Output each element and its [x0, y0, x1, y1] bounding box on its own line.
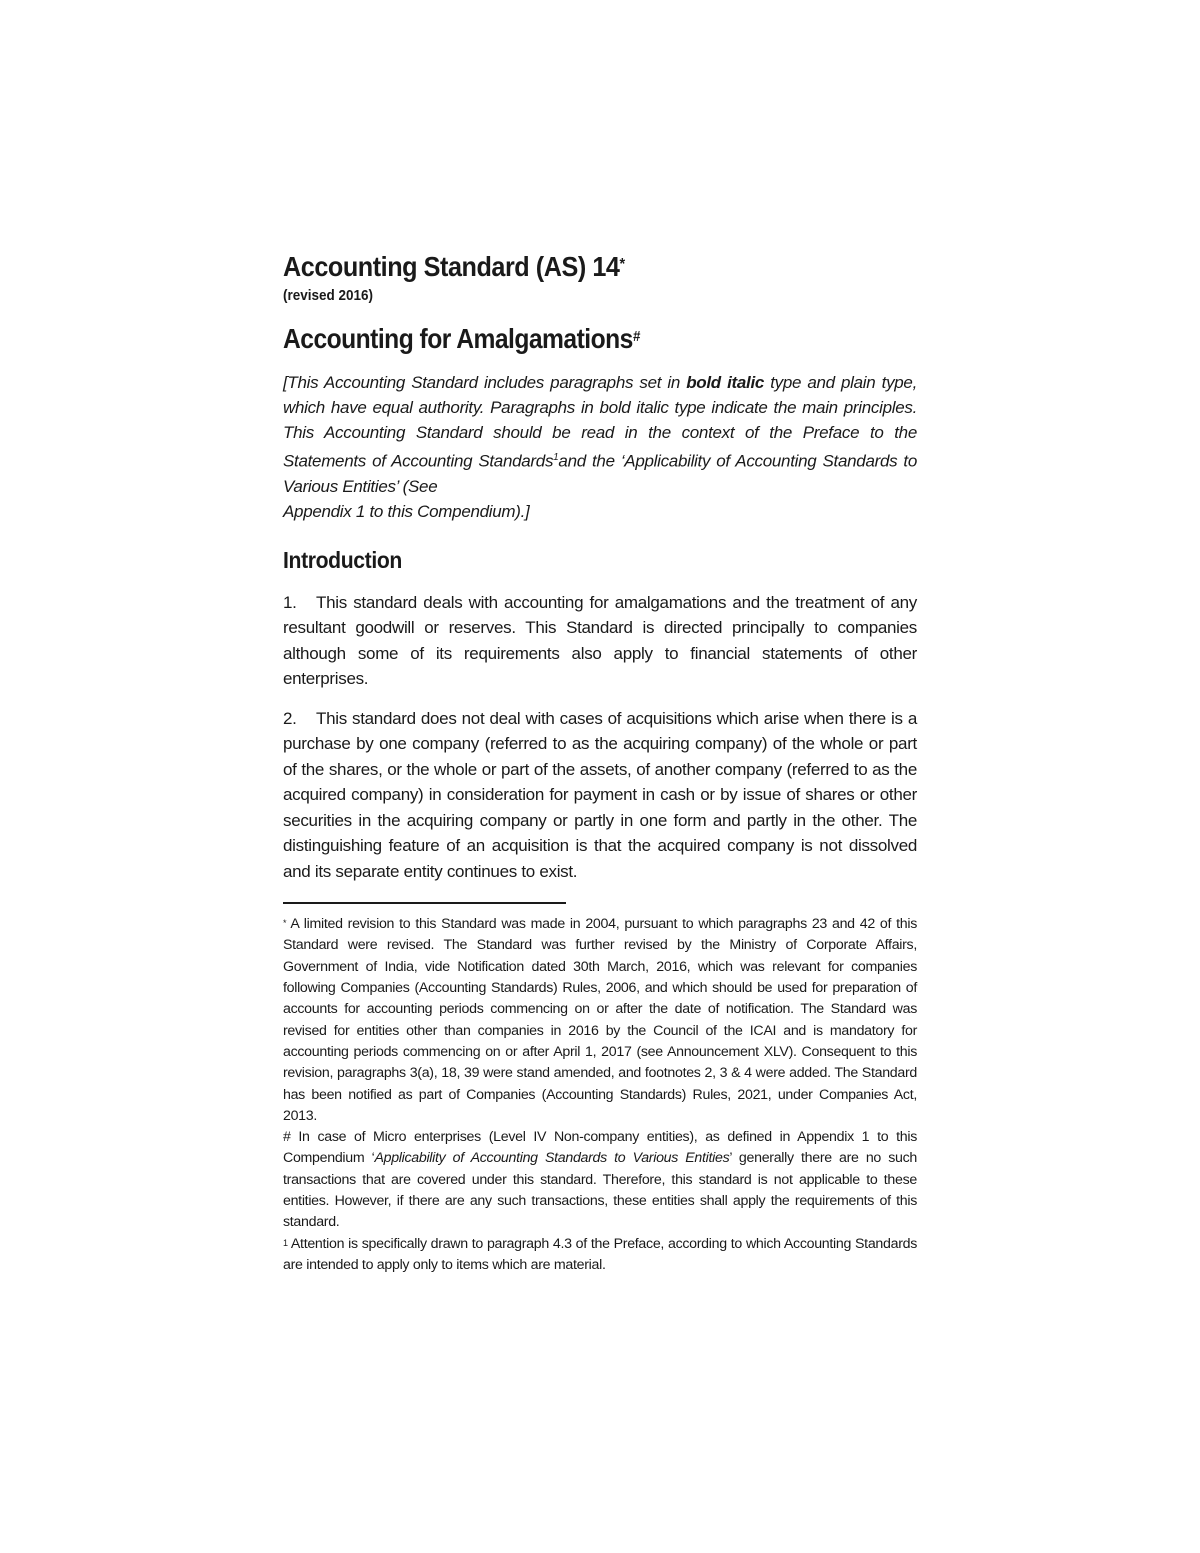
footnote-text: A limited revision to this Standard was made in 2004, pursuant to which paragraphs 23 and 42 of this Standard were revised. The Standard was further revised by the Ministry of Corporate Affairs, Government of India, vide Notification dated 30th March, 2016, which was relevant for companies following Companies (Accounting Standards) Rules, 2006, and which should be used for preparation of accounts for accounting periods commencing on or after the date of notification. The Standard was revised for entities other than companies in 2016 by the Council of the ICAI and is mandatory for accounting periods commencing on or after April 1, 2017 (see Announcement XLV). Consequent to this revision, paragraphs 3(a), 18, 39 were stand amended, and footnotes 2, 3 & 4 were added. The Standard has been notified as part of Companies (Accounting Standards) Rules, 2021, under Companies Act, 2013. [283, 916, 917, 1124]
intro-note-bold: bold italic [686, 373, 765, 392]
intro-note-text-3: and the ‘Applicability of Accounting Standards to Various Entities’ (See [283, 451, 917, 496]
footnote-text: ’ generally there are no such transactions that are covered under this standard. Therefore, this standard is not applicable to these entities. However, if there are any such transactions, these entities shall apply the requirements of this standard. [283, 1150, 917, 1231]
paragraph-number: 1. [283, 592, 297, 612]
intro-note-text-2: type and plain type, which have equal authority. Paragraphs in bold italic type indicate the main principles. This Accounting Standard should be read in the context of the Preface to the Statements of Accounting Standards [283, 373, 917, 471]
section-heading-introduction: Introduction [283, 546, 402, 573]
footnote-text: Attention is specifically drawn to paragraph 4.3 of the Preface, according to which Accounting Standards are intended to apply only to items which are material. [283, 1235, 917, 1273]
footnote-text: In case of Micro enterprises (Level IV Non-company entities), as defined in Appendix 1 to this Compendium ‘ [283, 1129, 917, 1167]
paragraph-2 [283, 706, 917, 885]
footnote-revision [283, 914, 917, 1127]
revision-subtitle: (revised 2016) [283, 287, 374, 304]
footnote-materiality [283, 1234, 917, 1277]
intro-note-text-4: Appendix 1 to this Compendium).] [283, 501, 530, 521]
paragraph-number: 2. [283, 708, 297, 728]
footnote-divider [283, 902, 566, 904]
footnote-mark: * [283, 918, 287, 929]
intro-note-text-1: [This Accounting Standard includes paragraphs set in [283, 373, 687, 392]
title-text: Accounting Standard (AS) 14 [283, 251, 620, 282]
standard-heading [283, 320, 841, 358]
intro-note [283, 370, 917, 524]
page-title [283, 248, 854, 286]
document-page [283, 248, 917, 1276]
paragraph-1 [283, 590, 917, 692]
footnote-mark: 1 [283, 1237, 288, 1248]
standard-heading-text: Accounting for Amalgamations [283, 323, 633, 354]
footnote-italic-text: Applicability of Accounting Standards to Various Entities [374, 1150, 730, 1167]
paragraph-text: This standard deals with accounting for amalgamations and the treatment of any resultant goodwill or reserves. This Standard is directed principally to companies although some of its requirements also apply to financial statements of other enterprises. [283, 592, 917, 689]
footnote-micro-enterprises [283, 1127, 917, 1233]
intro-note-footnote-mark: 1 [553, 452, 559, 463]
paragraph-text: This standard does not deal with cases of acquisitions which arise when there is a purchase by one company (referred to as the acquiring company) of the whole or part of the shares, or the whole or part of the assets, of another company (referred to as the acquired company) in consideration for payment in cash or by issue of shares or other securities in the acquiring company or partly in one form and partly in the other. The distinguishing feature of an acquisition is that the acquired company is not dissolved and its separate entity continues to exist. [283, 708, 917, 881]
footnote-mark: # [283, 1129, 291, 1146]
heading-footnote-mark: # [632, 328, 640, 345]
title-footnote-mark: * [619, 256, 625, 273]
